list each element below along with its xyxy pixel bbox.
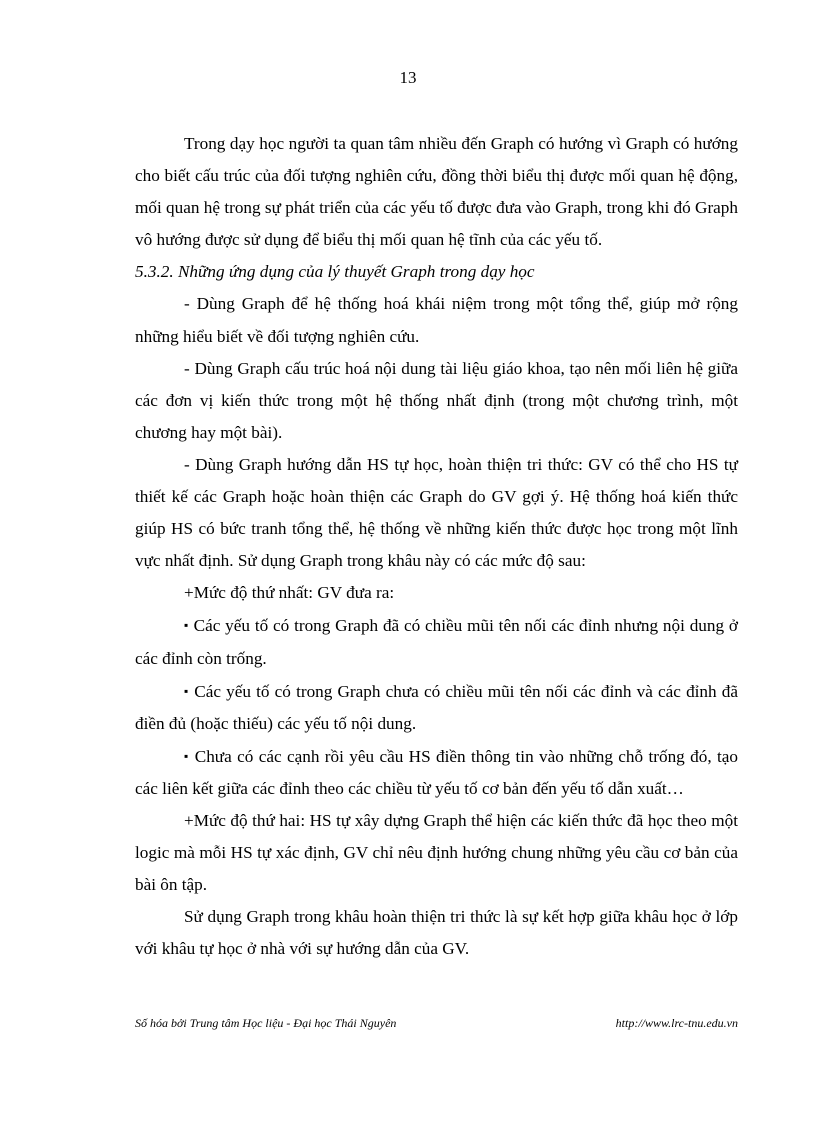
square-bullet-icon: ▪ xyxy=(184,748,190,763)
bullet-text: Các yếu tố có trong Graph đã có chiều mũi tên nối các đỉnh nhưng nội dung ở các đỉnh còn trống. xyxy=(135,616,738,668)
bullet-item xyxy=(135,740,738,805)
list-item: - Dùng Graph để hệ thống hoá khái niệm trong một tổng thể, giúp mở rộng những hiểu biết về đối tượng nghiên cứu. xyxy=(135,294,738,346)
square-bullet-icon: ▪ xyxy=(184,618,189,633)
footer-url: http://www.lrc-tnu.edu.vn xyxy=(615,1016,738,1030)
document-body xyxy=(135,128,738,965)
section-heading: 5.3.2. Những ứng dụng của lý thuyết Graph trong dạy học xyxy=(135,262,535,282)
page-footer xyxy=(135,1016,738,1031)
level-item: +Mức độ thứ nhất: GV đưa ra: xyxy=(184,583,395,603)
square-bullet-icon: ▪ xyxy=(184,683,190,698)
bullet-item xyxy=(135,675,738,740)
list-item: - Dùng Graph cấu trúc hoá nội dung tài liệu giáo khoa, tạo nên mối liên hệ giữa các đơn vị kiến thức trong một hệ thống nhất định (trong một chương trình, một chương hay một bài). xyxy=(135,358,738,442)
bullet-item xyxy=(135,609,738,674)
bullet-text: Chưa có các cạnh rồi yêu cầu HS điền thông tin vào những chỗ trống đó, tạo các liên kết giữa các đỉnh theo các chiều từ yếu tố cơ bản đến yếu tố dẫn xuất… xyxy=(135,746,739,798)
level-item: +Mức độ thứ hai: HS tự xây dựng Graph thể hiện các kiến thức đã học theo một logic mà mỗi HS tự xác định, GV chỉ nêu định hướng chung những yêu cầu cơ bản của bài ôn tập. xyxy=(135,810,738,895)
page-number: 13 xyxy=(399,68,417,87)
paragraph: Sử dụng Graph trong khâu hoàn thiện tri thức là sự kết hợp giữa khâu học ở lớp với khâu tự học ở nhà với sự hướng dẫn của GV. xyxy=(135,907,738,959)
list-item: - Dùng Graph hướng dẫn HS tự học, hoàn thiện tri thức: GV có thể cho HS tự thiết kế các Graph hoặc hoàn thiện các Graph do GV gợi ý. Hệ thống hoá kiến thức giúp HS có bức tranh tổng thể, hệ thống về những kiến thức được học trong một lĩnh vực nhất định. Sử dụng Graph trong khâu này có các mức độ sau: xyxy=(135,454,738,571)
bullet-text: Các yếu tố có trong Graph chưa có chiều mũi tên nối các đỉnh và các đỉnh đã điền đủ (hoặc thiếu) các yếu tố nội dung. xyxy=(135,681,739,733)
footer-source: Số hóa bởi Trung tâm Học liệu - Đại học Thái Nguyên xyxy=(135,1016,397,1030)
paragraph: Trong dạy học người ta quan tâm nhiều đến Graph có hướng vì Graph có hướng cho biết cấu trúc của đối tượng nghiên cứu, đồng thời biểu thị được mối quan hệ động, mối quan hệ trong sự phát triển của các yếu tố được đưa vào Graph, trong khi đó Graph vô hướng được sử dụng để biểu thị mối quan hệ tĩnh của các yếu tố. xyxy=(135,134,738,250)
